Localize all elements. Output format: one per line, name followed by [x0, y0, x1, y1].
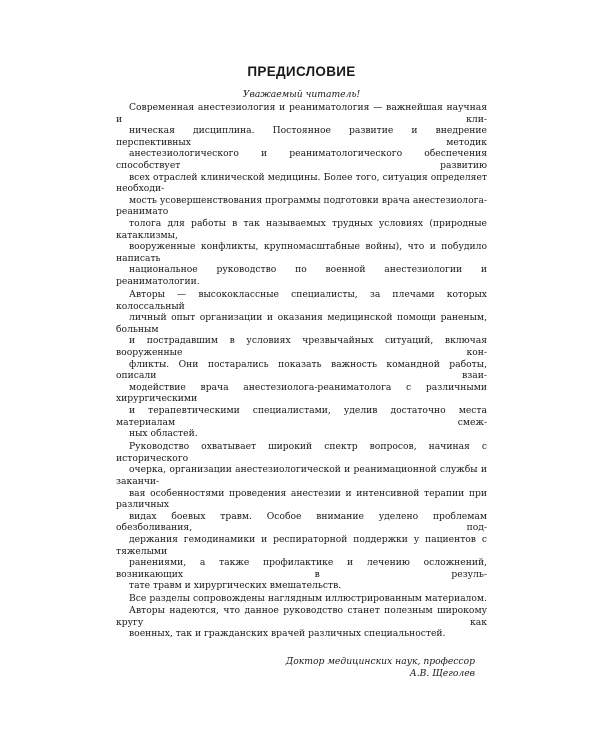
text-line: держания гемодинамики и респираторной поддержки у пациентов с тяжелыми	[116, 533, 487, 557]
text-line: ранениями, а также профилактике и лечению осложнений, возникающих в резуль-	[116, 557, 487, 580]
text-line: национальное руководство по военной анестезиологии и реаниматологии.	[116, 264, 487, 287]
text-line: тате травм и хирургических вмешательств.	[129, 580, 342, 592]
signature	[116, 656, 487, 680]
paragraph-4	[116, 593, 487, 639]
text-line: Авторы надеются, что данное руководство станет полезным широкому кругу как	[116, 605, 487, 628]
text-line: фликты. Они постарались показать важность командной работы, описали взаи-	[116, 358, 487, 382]
text-line: ническая дисциплина. Постоянное развитие и внедрение перспективных методик	[116, 125, 487, 148]
paragraph-3	[116, 441, 487, 592]
text-line: мость усовершенствования программы подготовки врача анестезиолога-реанимато	[116, 194, 487, 218]
text-line: толога для работы в так называемых трудных условиях (природные катаклизмы,	[116, 217, 487, 241]
text-line: вая особенностями проведения анестезии и интенсивной терапии при различных	[116, 487, 487, 511]
text-line: Все разделы сопровождены наглядным иллюстрированным материалом.	[129, 593, 487, 605]
text-line: и терапевтическими специалистами, уделив достаточно места материалам смеж-	[116, 404, 487, 428]
text-line: ных областей.	[129, 428, 198, 440]
text-line: вооруженные конфликты, крупномасштабные войны), что и побудило написать	[116, 241, 487, 264]
text-line: и пострадавшим в условиях чрезвычайных ситуаций, включая вооруженные кон-	[116, 335, 487, 358]
signature-title: Доктор медицинских наук, профессор	[285, 655, 475, 667]
text-line: очерка, организации анестезиологической и реанимационной службы и заканчи-	[116, 464, 487, 487]
text-line: анестезиологического и реаниматологического обеспечения способствует развитию	[116, 148, 487, 171]
text-line: Руководство охватывает широкий спектр вопросов, начиная с исторического	[116, 441, 487, 464]
signature-name: А.В. Щеголев	[409, 667, 475, 679]
text-line: видах боевых травм. Особое внимание уделено проблемам обезболивания, под-	[116, 510, 487, 534]
preface-page	[116, 64, 487, 679]
paragraph-2	[116, 289, 487, 440]
text-line: Авторы — высококлассные специалисты, за плечами которых колоссальный	[116, 289, 487, 312]
text-line: модействие врача анестезиолога-реаниматолога с различными хирургическими	[116, 381, 487, 405]
text-line: личный опыт организации и оказания медицинской помощи раненым, больным	[116, 312, 487, 335]
paragraph-1	[116, 102, 487, 288]
page-title: ПРЕДИСЛОВИЕ	[247, 64, 356, 79]
greeting: Уважаемый читатель!	[242, 89, 361, 100]
text-line: Современная анестезиология и реаниматология — важнейшая научная и кли-	[116, 102, 487, 125]
text-line: всех отраслей клинической медицины. Более того, ситуация определяет необходи-	[116, 171, 487, 195]
text-line: военных, так и гражданских врачей различных специальностей.	[129, 628, 446, 640]
